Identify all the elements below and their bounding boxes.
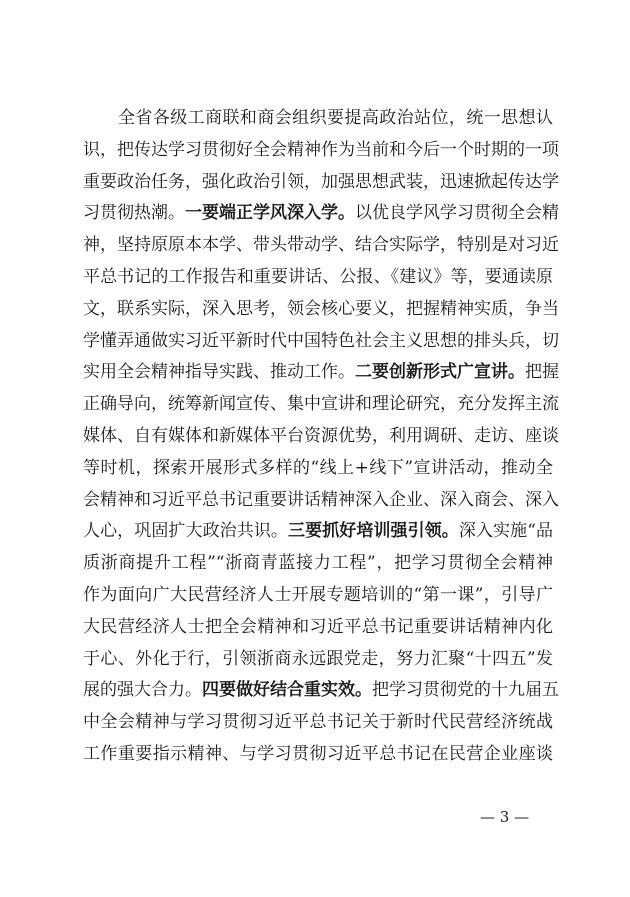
section-heading: 一要端正学风深入学。: [185, 203, 355, 224]
text-line: [83, 739, 553, 771]
text-segment: 以优良学风学习贯彻全会精: [355, 203, 559, 224]
text-segment: 平总书记的工作报告和重要讲话、公报、《建议》等，要通读原: [83, 266, 553, 287]
text-line: [83, 421, 559, 453]
text-line: [83, 675, 559, 707]
text-segment: 于心、外化于行，引领浙商永远跟党走，努力汇聚“十四五”发: [83, 648, 553, 669]
text-line: [83, 103, 553, 135]
body-paragraph: [83, 103, 559, 771]
text-segment: 会精神和习近平总书记重要讲话精神深入企业、深入商会、深入: [83, 489, 559, 510]
text-segment: 人心，巩固扩大政治共识。: [83, 521, 289, 542]
text-line: [83, 294, 559, 326]
section-heading: 三要抓好培训强引领。: [288, 521, 459, 542]
text-segment: 作为面向广大民营经济人士开展专题培训的“第一课”，引导广: [83, 584, 553, 605]
text-segment: 正确导向，统筹新闻宣传、集中宣讲和理论研究，充分发挥主流: [83, 394, 559, 415]
page-number: — 3 —: [480, 808, 530, 826]
text-segment: 媒体、自有媒体和新媒体平台资源优势，利用调研、走访、座谈: [83, 425, 559, 446]
text-segment: 等时机，探索开展形式多样的“线上+线下”宣讲活动，推动全: [83, 457, 553, 478]
text-segment: 文，联系实际，深入思考，领会核心要义，把握精神实质，争当: [83, 298, 559, 319]
text-line: [83, 453, 553, 485]
text-segment: 识，把传达学习贯彻好全会精神作为当前和今后一个时期的一项: [83, 139, 559, 160]
text-line: [83, 135, 559, 167]
text-segment: 学懂弄通做实习近平新时代中国特色社会主义思想的排头兵，切: [83, 330, 559, 351]
text-segment: 把握: [525, 362, 559, 383]
text-line: [83, 644, 553, 676]
text-segment: 中全会精神与学习贯彻习近平总书记关于新时代民营经济统战: [83, 712, 553, 733]
text-line: [83, 548, 553, 580]
section-heading: 四要做好结合重实效。: [202, 680, 372, 701]
text-segment: 实用全会精神指导实践、推动工作。: [83, 362, 355, 383]
text-segment: 全省各级工商联和商会组织要提高政治站位，统一思想认: [118, 108, 553, 128]
text-line: [83, 198, 559, 230]
text-line: [83, 326, 559, 358]
text-segment: 把学习贯彻党的十九届五: [372, 680, 559, 701]
text-segment: 大民营经济人士把全会精神和习近平总书记重要讲话精神内化: [83, 616, 553, 637]
text-line: [83, 389, 559, 421]
text-segment: 深入实施“品: [458, 521, 554, 542]
text-segment: 重要政治任务，强化政治引领，加强思想武装，迅速掀起传达学: [83, 171, 559, 192]
section-heading: 二要创新形式广宣讲。: [355, 362, 525, 383]
text-line: [83, 262, 553, 294]
text-segment: 展的强大合力。: [83, 680, 202, 701]
text-segment: 神，坚持原原本本学、带头带动学、结合实际学，特别是对习近: [83, 235, 559, 256]
text-line: [83, 707, 553, 739]
text-segment: 质浙商提升工程”“浙商青蓝接力工程”，把学习贯彻全会精神: [83, 553, 553, 574]
text-line: [83, 357, 559, 389]
text-segment: 工作重要指示精神、与学习贯彻习近平总书记在民营企业座谈: [83, 743, 553, 764]
text-line: [83, 612, 553, 644]
text-segment: 习贯彻热潮。: [83, 203, 185, 224]
text-line: [83, 485, 559, 517]
text-line: [83, 580, 553, 612]
text-line: [83, 516, 553, 548]
text-line: [83, 230, 559, 262]
text-line: [83, 167, 559, 199]
